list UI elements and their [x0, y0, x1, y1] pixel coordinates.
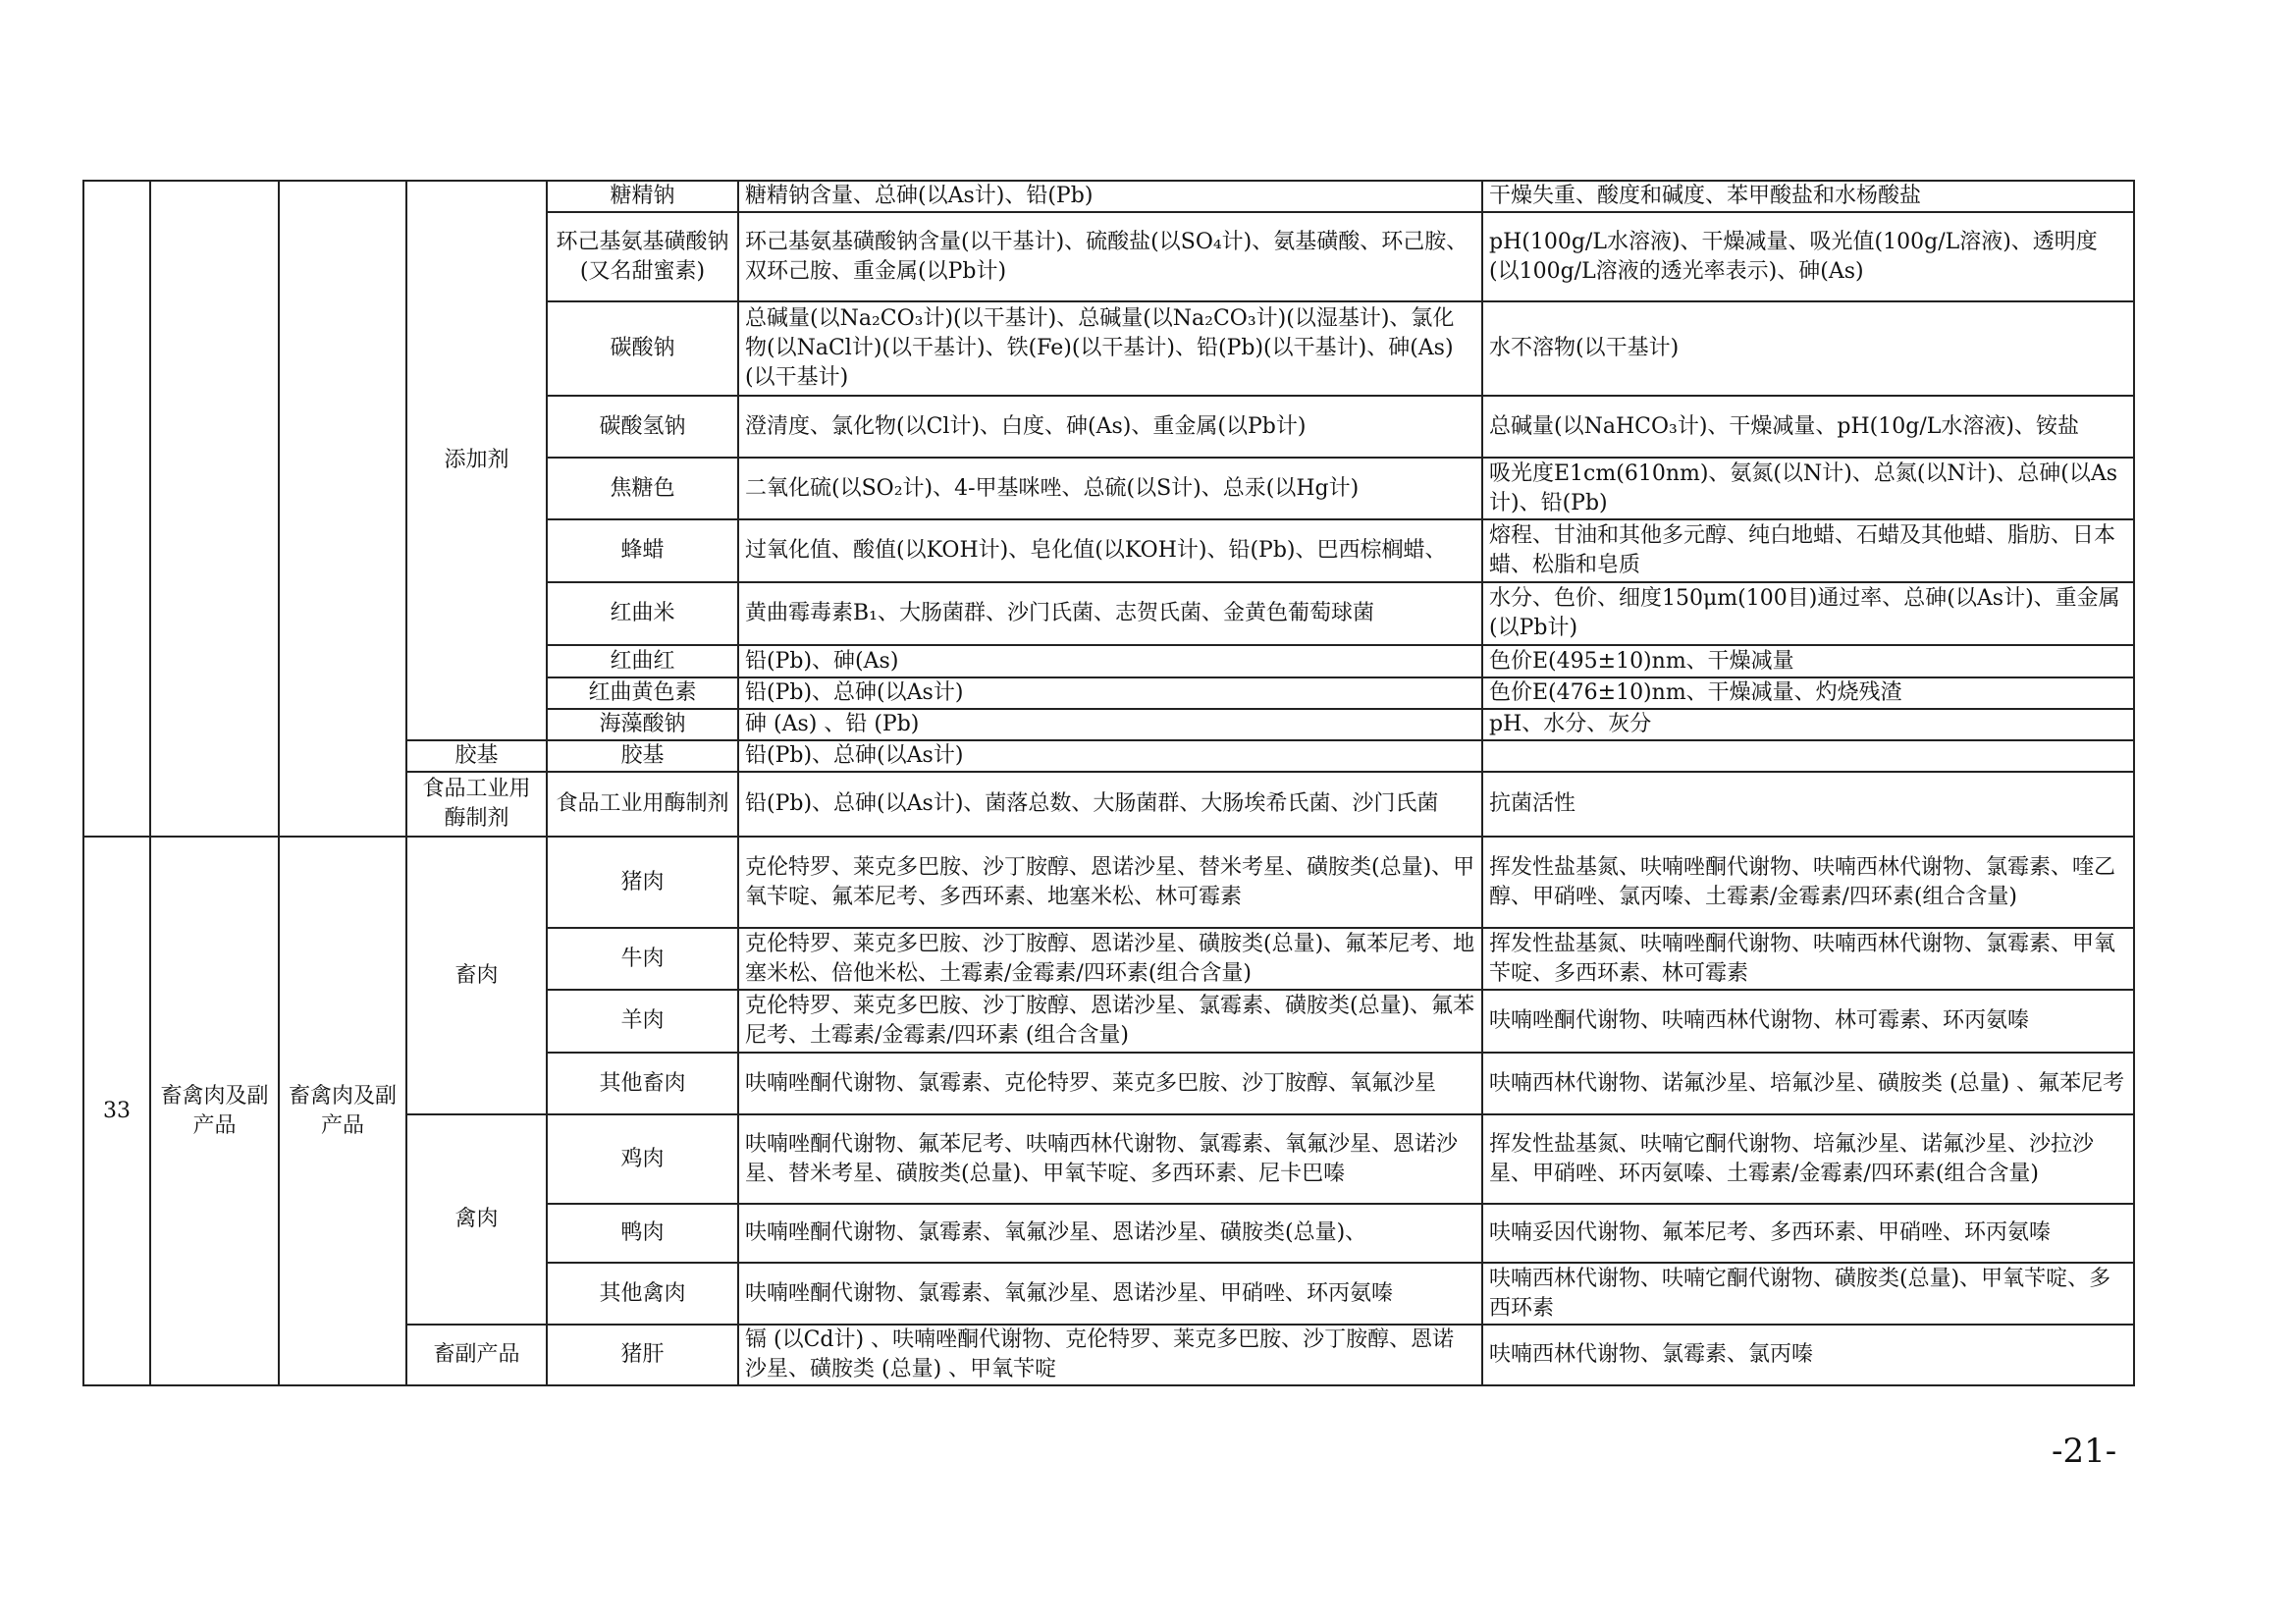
item-name: 鸭肉 [547, 1204, 738, 1263]
test-items-a: 过氧化值、酸值(以KOH计)、皂化值(以KOH计)、铅(Pb)、巴西棕榈蜡、 [738, 519, 1482, 582]
test-items-a: 砷 (As) 、铅 (Pb) [738, 709, 1482, 740]
row-number: 33 [83, 837, 150, 1385]
test-items-b: 呋喃西林代谢物、呋喃它酮代谢物、磺胺类(总量)、甲氧苄啶、多西环素 [1482, 1263, 2134, 1325]
test-items-a: 克伦特罗、莱克多巴胺、沙丁胺醇、恩诺沙星、替米考星、磺胺类(总量)、甲氧苄啶、氟苯尼考、多西环素、地塞米松、林可霉素 [738, 837, 1482, 928]
item-name: 牛肉 [547, 928, 738, 990]
item-name: 红曲米 [547, 582, 738, 645]
table-row [83, 837, 2134, 928]
category: 畜禽肉及副产品 [150, 837, 279, 1385]
test-items-a: 铅(Pb)、总砷(以As计) [738, 740, 1482, 772]
test-items-b: 熔程、甘油和其他多元醇、纯白地蜡、石蜡及其他蜡、脂肪、日本蜡、松脂和皂质 [1482, 519, 2134, 582]
test-items-b: 挥发性盐基氮、呋喃它酮代谢物、培氟沙星、诺氟沙星、沙拉沙星、甲硝唑、环丙氨嗪、土霉素/金霉素/四环素(组合含量) [1482, 1114, 2134, 1204]
test-items-b: pH(100g/L水溶液)、干燥减量、吸光值(100g/L溶液)、透明度(以100g/L溶液的透光率表示)、砷(As) [1482, 212, 2134, 301]
test-items-a: 黄曲霉毒素B₁、大肠菌群、沙门氏菌、志贺氏菌、金黄色葡萄球菌 [738, 582, 1482, 645]
test-items-b: 色价E(476±10)nm、干燥减量、灼烧残渣 [1482, 677, 2134, 709]
test-items-b: 呋喃西林代谢物、诺氟沙星、培氟沙星、磺胺类 (总量) 、氟苯尼考 [1482, 1053, 2134, 1114]
item-name: 羊肉 [547, 990, 738, 1053]
page-number: -21- [2052, 1432, 2117, 1471]
item-name: 碳酸钠 [547, 301, 738, 396]
test-items-b: 呋喃唑酮代谢物、呋喃西林代谢物、林可霉素、环丙氨嗪 [1482, 990, 2134, 1053]
test-items-a: 克伦特罗、莱克多巴胺、沙丁胺醇、恩诺沙星、氯霉素、磺胺类(总量)、氟苯尼考、土霉素/金霉素/四环素 (组合含量) [738, 990, 1482, 1053]
group-additive: 添加剂 [406, 181, 547, 740]
group-gelatin: 胶基 [406, 740, 547, 772]
test-items-b: 总碱量(以NaHCO₃计)、干燥减量、pH(10g/L水溶液)、铵盐 [1482, 396, 2134, 458]
test-items-b: 干燥失重、酸度和碱度、苯甲酸盐和水杨酸盐 [1482, 181, 2134, 212]
item-name: 糖精钠 [547, 181, 738, 212]
item-name: 其他畜肉 [547, 1053, 738, 1114]
item-name: 蜂蜡 [547, 519, 738, 582]
item-name: 红曲黄色素 [547, 677, 738, 709]
item-name: 环己基氨基磺酸钠(又名甜蜜素) [547, 212, 738, 301]
test-items-a: 呋喃唑酮代谢物、氯霉素、氧氟沙星、恩诺沙星、磺胺类(总量)、 [738, 1204, 1482, 1263]
test-items-a: 铅(Pb)、总砷(以As计) [738, 677, 1482, 709]
item-name: 猪肉 [547, 837, 738, 928]
test-items-b [1482, 740, 2134, 772]
test-items-b: pH、水分、灰分 [1482, 709, 2134, 740]
test-items-a: 糖精钠含量、总砷(以As计)、铅(Pb) [738, 181, 1482, 212]
test-items-a: 总碱量(以Na₂CO₃计)(以干基计)、总碱量(以Na₂CO₃计)(以湿基计)、氯化物(以NaCl计)(以干基计)、铁(Fe)(以干基计)、铅(Pb)(以干基计)、砷(As)(以干基计) [738, 301, 1482, 396]
item-name: 海藻酸钠 [547, 709, 738, 740]
test-items-a: 铅(Pb)、砷(As) [738, 645, 1482, 677]
item-name: 其他禽肉 [547, 1263, 738, 1325]
test-items-a: 二氧化硫(以SO₂计)、4-甲基咪唑、总硫(以S计)、总汞(以Hg计) [738, 458, 1482, 519]
test-items-b: 呋喃妥因代谢物、氟苯尼考、多西环素、甲硝唑、环丙氨嗪 [1482, 1204, 2134, 1263]
test-items-b: 呋喃西林代谢物、氯霉素、氯丙嗪 [1482, 1325, 2134, 1385]
item-name: 焦糖色 [547, 458, 738, 519]
item-name: 胶基 [547, 740, 738, 772]
table-row [83, 181, 2134, 212]
test-items-b: 抗菌活性 [1482, 772, 2134, 837]
test-items-b: 色价E(495±10)nm、干燥减量 [1482, 645, 2134, 677]
test-items-a: 克伦特罗、莱克多巴胺、沙丁胺醇、恩诺沙星、磺胺类(总量)、氟苯尼考、地塞米松、倍他米松、土霉素/金霉素/四环素(组合含量) [738, 928, 1482, 990]
test-items-a: 镉 (以Cd计) 、呋喃唑酮代谢物、克伦特罗、莱克多巴胺、沙丁胺醇、恩诺沙星、磺胺类 (总量) 、甲氧苄啶 [738, 1325, 1482, 1385]
cell-category-empty [150, 181, 279, 837]
item-name: 食品工业用酶制剂 [547, 772, 738, 837]
test-items-a: 环己基氨基磺酸钠含量(以干基计)、硫酸盐(以SO₄计)、氨基磺酸、环己胺、双环己胺、重金属(以Pb计) [738, 212, 1482, 301]
item-name: 红曲红 [547, 645, 738, 677]
item-name: 碳酸氢钠 [547, 396, 738, 458]
item-name: 猪肝 [547, 1325, 738, 1385]
cell-no-empty [83, 181, 150, 837]
test-items-a: 呋喃唑酮代谢物、氯霉素、克伦特罗、莱克多巴胺、沙丁胺醇、氧氟沙星 [738, 1053, 1482, 1114]
subcategory: 畜禽肉及副产品 [279, 837, 406, 1385]
test-items-a: 铅(Pb)、总砷(以As计)、菌落总数、大肠菌群、大肠埃希氏菌、沙门氏菌 [738, 772, 1482, 837]
test-items-a: 澄清度、氯化物(以Cl计)、白度、砷(As)、重金属(以Pb计) [738, 396, 1482, 458]
group-enzyme: 食品工业用酶制剂 [406, 772, 547, 837]
test-items-a: 呋喃唑酮代谢物、氯霉素、氧氟沙星、恩诺沙星、甲硝唑、环丙氨嗪 [738, 1263, 1482, 1325]
test-items-b: 水不溶物(以干基计) [1482, 301, 2134, 396]
test-items-a: 呋喃唑酮代谢物、氟苯尼考、呋喃西林代谢物、氯霉素、氧氟沙星、恩诺沙星、替米考星、磺胺类(总量)、甲氧苄啶、多西环素、尼卡巴嗪 [738, 1114, 1482, 1204]
group-byproduct: 畜副产品 [406, 1325, 547, 1385]
test-items-b: 挥发性盐基氮、呋喃唑酮代谢物、呋喃西林代谢物、氯霉素、喹乙醇、甲硝唑、氯丙嗪、土霉素/金霉素/四环素(组合含量) [1482, 837, 2134, 928]
test-items-b: 水分、色价、细度150μm(100目)通过率、总砷(以As计)、重金属(以Pb计) [1482, 582, 2134, 645]
test-items-b: 吸光度E1cm(610nm)、氨氮(以N计)、总氮(以N计)、总砷(以As计)、铅(Pb) [1482, 458, 2134, 519]
group-livestock: 畜肉 [406, 837, 547, 1114]
cell-subcategory-empty [279, 181, 406, 837]
item-name: 鸡肉 [547, 1114, 738, 1204]
inspection-table [82, 180, 2135, 1386]
test-items-b: 挥发性盐基氮、呋喃唑酮代谢物、呋喃西林代谢物、氯霉素、甲氧苄啶、多西环素、林可霉素 [1482, 928, 2134, 990]
group-poultry: 禽肉 [406, 1114, 547, 1325]
